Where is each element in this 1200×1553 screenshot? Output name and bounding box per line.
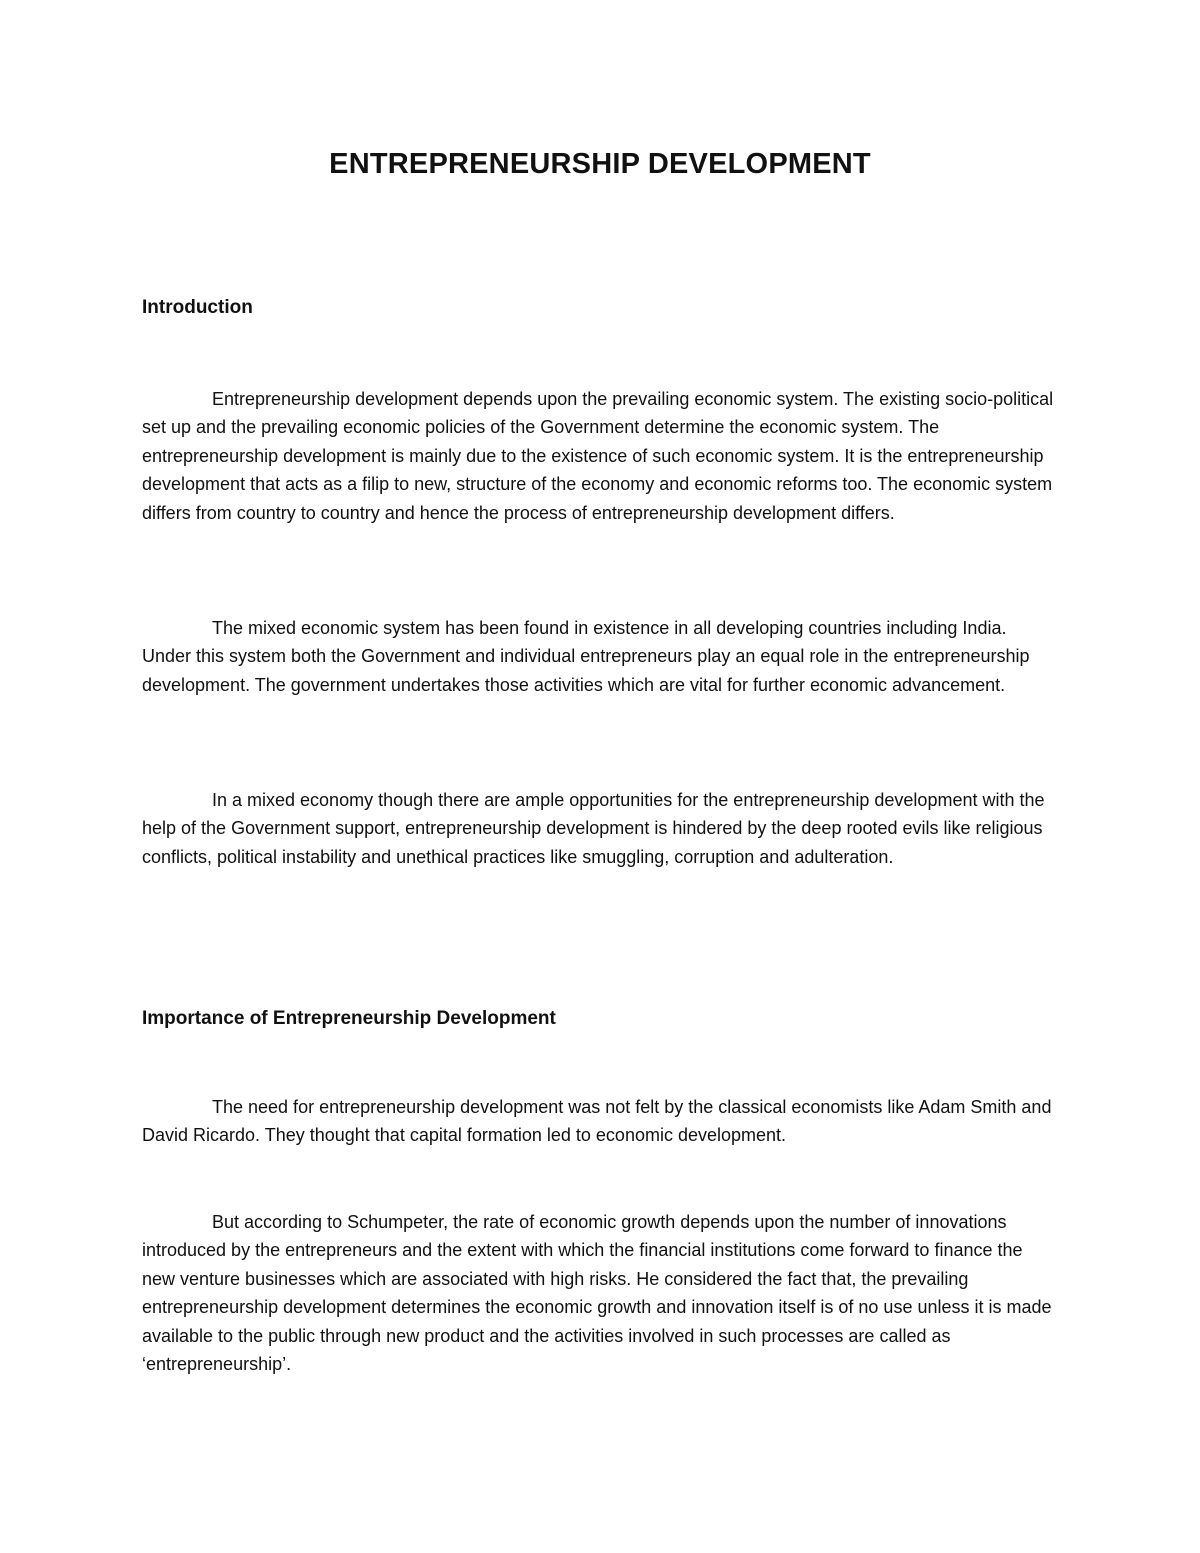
section-heading-importance: Importance of Entrepreneurship Development <box>142 1008 556 1029</box>
paragraph: The need for entrepreneurship development was not felt by the classical economists like Adam Smith and David Ricardo. They thought that capital formation led to economic development. <box>142 1097 1052 1146</box>
paragraph: The mixed economic system has been found in existence in all developing countries including India. Under this system both the Government and individual entrepreneurs play an equal role in the entrepreneurship development. The government undertakes those activities which are vital for further economic advancement. <box>142 618 1030 695</box>
paragraph: In a mixed economy though there are ample opportunities for the entrepreneurship development with the help of the Government support, entrepreneurship development is hindered by the deep rooted evils like religious conflicts, political instability and unethical practices like smuggling, corruption and adulteration. <box>142 790 1045 867</box>
document-title: ENTREPRENEURSHIP DEVELOPMENT <box>329 148 871 180</box>
section-heading-introduction: Introduction <box>142 297 253 318</box>
paragraph: Entrepreneurship development depends upon the prevailing economic system. The existing socio-political set up and the prevailing economic policies of the Government determine the economic system. The entrepreneurship development is mainly due to the existence of such economic system. It is the entrepreneurship development that acts as a filip to new, structure of the economy and economic reforms too. The economic system differs from country to country and hence the process of entrepreneurship development differs. <box>142 389 1054 523</box>
paragraph: But according to Schumpeter, the rate of economic growth depends upon the number of innovations introduced by the entrepreneurs and the extent with which the financial institutions come forward to finance the new venture businesses which are associated with high risks. He considered the fact that, the prevailing entrepreneurship development determines the economic growth and innovation itself is of no use unless it is made available to the public through new product and the activities involved in such processes are called as ‘entrepreneurship’. <box>142 1212 1052 1375</box>
